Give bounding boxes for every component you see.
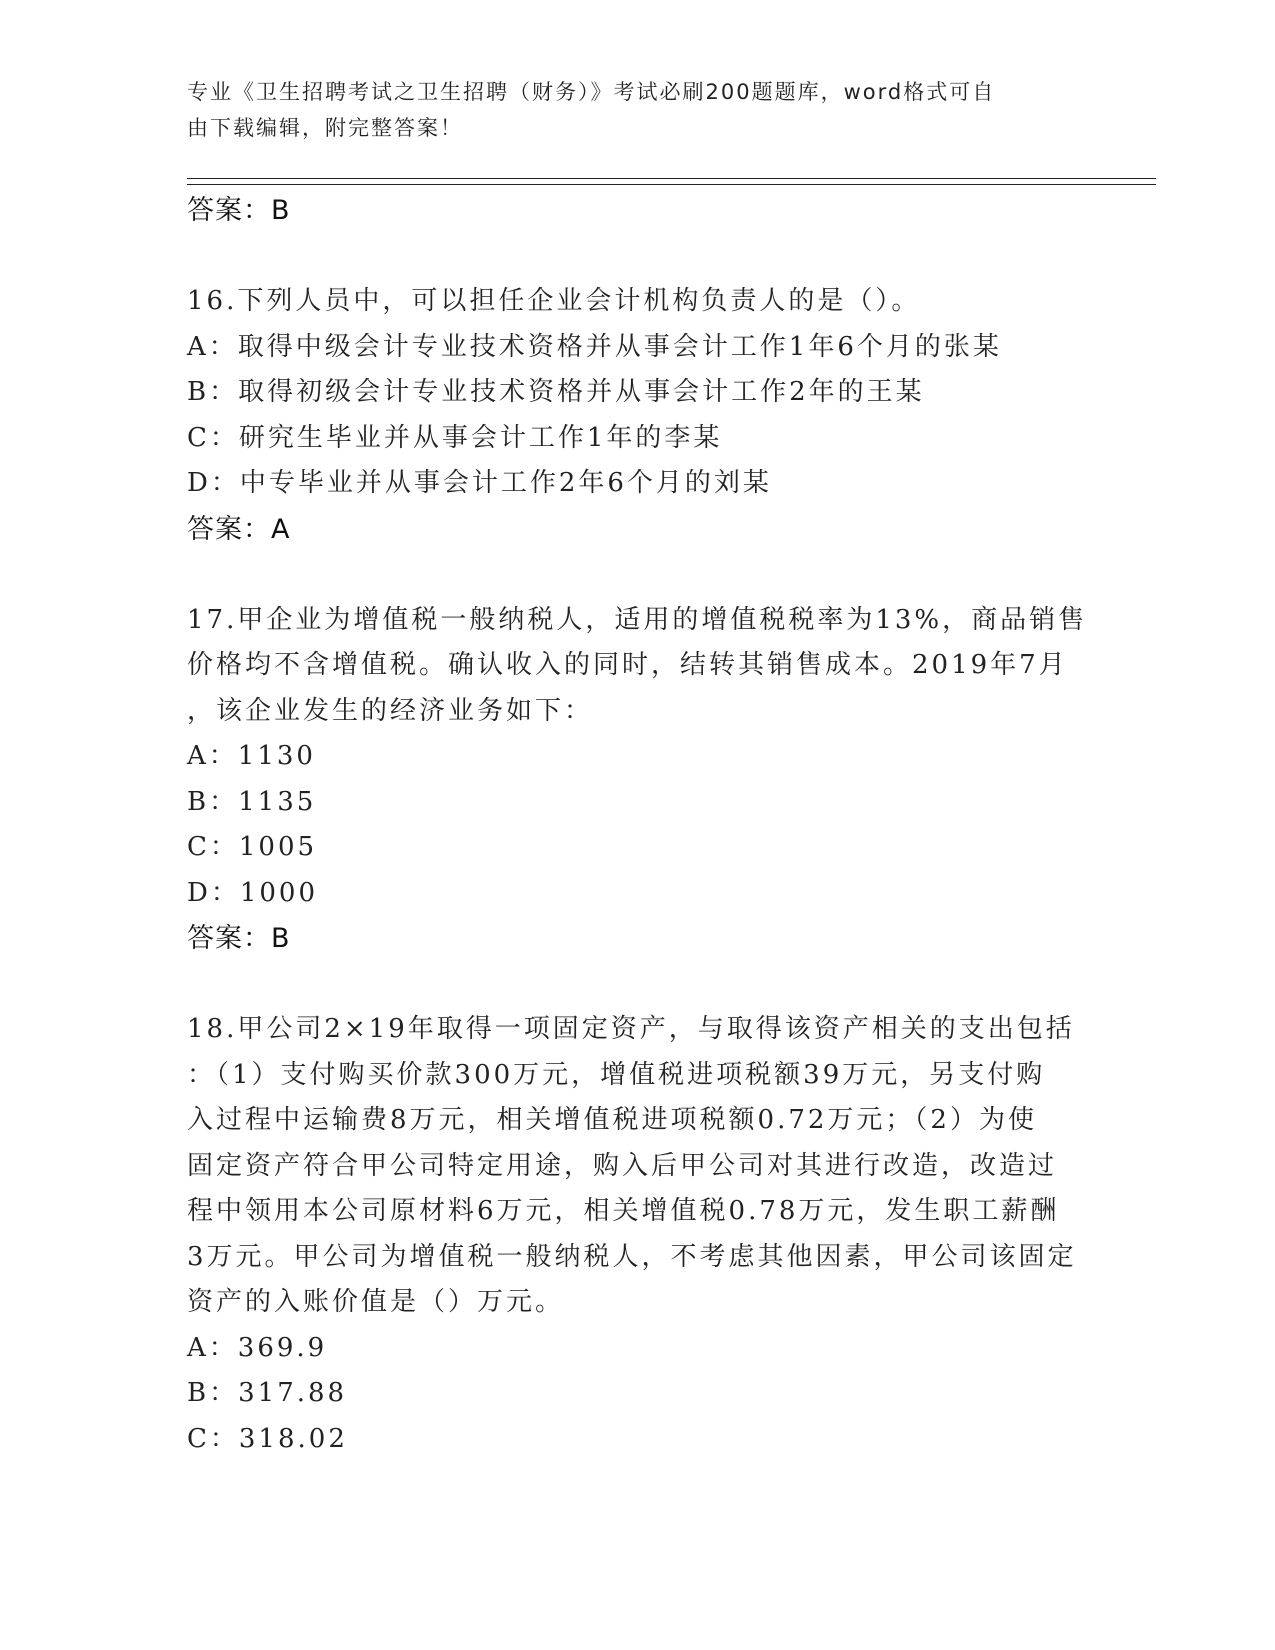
- question-stem-line: 18.甲公司2×19年取得一项固定资产，与取得该资产相关的支出包括: [187, 1014, 1075, 1044]
- question-stem-line: 资产的入账价值是（）万元。: [187, 1287, 565, 1317]
- spacer: [187, 552, 1087, 598]
- header-line-1: 专业《卫生招聘考试之卫生招聘（财务）》考试必刷200题题库，word格式可自: [187, 80, 996, 104]
- option-a: A：取得中级会计专业技术资格并从事会计工作1年6个月的张某: [187, 331, 1002, 362]
- spacer: [187, 962, 1087, 1008]
- document-body: [187, 188, 1087, 1462]
- option-b: B：取得初级会计专业技术资格并从事会计工作2年的王某: [187, 377, 925, 407]
- question-stem-line: 17.甲企业为增值税一般纳税人，适用的增值税税率为13%，商品销售: [187, 604, 1088, 635]
- question-stem-line: 价格均不含增值税。确认收入的同时，结转其销售成本。2019年7月: [187, 650, 1068, 680]
- question-stem-line: ：（1）支付购买价款300万元，增值税进项税额39万元，另支付购: [187, 1059, 1046, 1090]
- option-a: A：369.9: [187, 1332, 328, 1363]
- page-header: [187, 74, 1067, 146]
- question-18: [187, 1007, 1087, 1462]
- answer-line: 答案：B: [187, 923, 291, 954]
- option-b: B：317.88: [187, 1378, 348, 1408]
- question-stem-line: ，该企业发生的经济业务如下：: [187, 695, 594, 726]
- header-divider-double: [187, 184, 1156, 185]
- question-16: [187, 279, 1087, 552]
- option-c: C：1005: [187, 832, 318, 862]
- option-d: D：1000: [187, 877, 319, 908]
- option-c: C：研究生毕业并从事会计工作1年的李某: [187, 422, 723, 453]
- header-line-2: 由下载编辑，附完整答案！: [187, 116, 463, 140]
- option-d: D：中专毕业并从事会计工作2年6个月的刘某: [187, 468, 772, 498]
- answer-line: 答案：B: [187, 195, 291, 226]
- question-stem-line: 3万元。甲公司为增值税一般纳税人，不考虑其他因素，甲公司该固定: [187, 1241, 1077, 1272]
- question-stem-line: 程中领用本公司原材料6万元，相关增值税0.78万元，发生职工薪酬: [187, 1196, 1060, 1226]
- header-divider: [187, 178, 1156, 179]
- question-stem-line: 固定资产符合甲公司特定用途，购入后甲公司对其进行改造，改造过: [187, 1150, 1058, 1181]
- answer-line: 答案：A: [187, 513, 291, 545]
- option-b: B：1135: [187, 786, 317, 817]
- option-a: A：1130: [187, 741, 316, 771]
- question-stem: 16.下列人员中，可以担任企业会计机构负责人的是（）。: [187, 286, 921, 316]
- question-17: [187, 598, 1087, 962]
- question-stem-line: 入过程中运输费8万元，相关增值税进项税额0.72万元；（2）为使: [187, 1105, 1037, 1135]
- spacer: [187, 234, 1087, 280]
- option-c: C：318.02: [187, 1423, 348, 1454]
